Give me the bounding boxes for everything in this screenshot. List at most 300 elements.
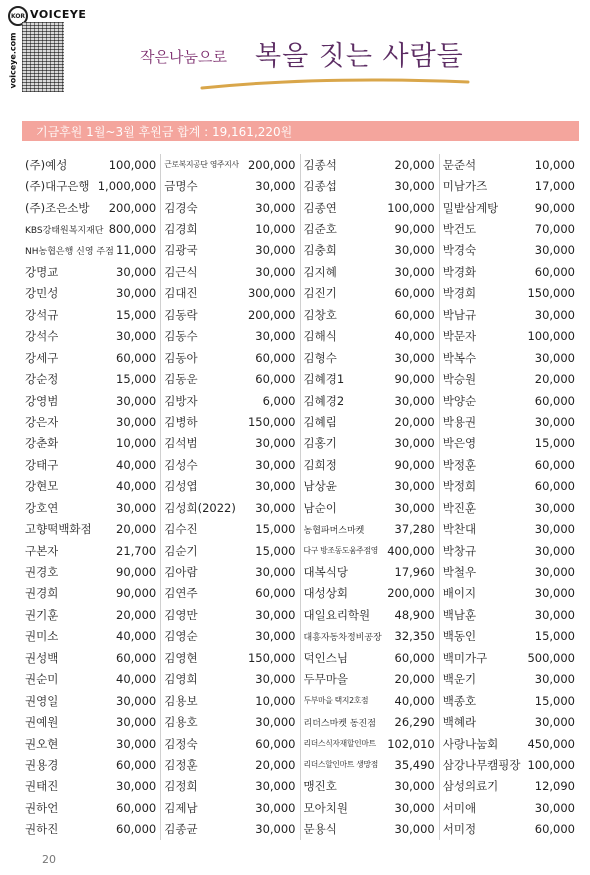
donor-amount: 10,000 — [255, 222, 296, 237]
donor-name: NH농협은행 신영 주점 — [25, 246, 114, 257]
donor-name: 강태구 — [25, 457, 59, 472]
donor-entry — [301, 819, 440, 840]
donor-entry — [161, 154, 300, 175]
donor-name: 권오현 — [25, 736, 59, 751]
donor-entry — [161, 540, 300, 561]
donor-entry — [301, 476, 440, 497]
donor-name: 모아치원 — [303, 800, 348, 815]
donor-name: 김해식 — [303, 329, 337, 344]
donor-name: 김성수 — [164, 457, 198, 472]
donor-entry — [161, 518, 300, 539]
donor-entry — [301, 518, 440, 539]
donor-name: 문준석 — [442, 157, 477, 172]
donor-name: 박은영 — [442, 436, 477, 451]
donor-name: 박문자 — [442, 329, 477, 344]
donor-entry — [161, 797, 300, 818]
donor-amount: 90,000 — [534, 200, 575, 215]
donor-name: 김동운 — [164, 372, 198, 387]
donor-entry — [440, 175, 579, 196]
donor-name: 박용권 — [442, 414, 477, 429]
donor-entry — [440, 476, 579, 497]
donor-name: 대일요리학원 — [303, 607, 371, 622]
donor-name: 박경화 — [442, 264, 477, 279]
donor-entry — [161, 711, 300, 732]
donor-name: 강순정 — [25, 372, 59, 387]
logo-big-text: 복을 짓는 사람들 — [255, 41, 464, 72]
donor-name: 강민성 — [25, 286, 59, 301]
donor-name: 박건도 — [442, 222, 477, 237]
donor-name: 김종석 — [303, 157, 337, 172]
donor-name: 권예원 — [25, 715, 59, 730]
donor-entry — [440, 390, 579, 411]
donor-name: 서미애 — [442, 800, 477, 815]
donor-name: 박철우 — [442, 565, 477, 580]
donor-amount: 30,000 — [394, 779, 435, 794]
voiceye-site-text: voiceye.com — [8, 32, 18, 89]
donor-entry — [161, 326, 300, 347]
donor-amount: 40,000 — [116, 479, 157, 494]
donor-name: 김경희 — [164, 222, 198, 237]
donor-name: 김혜림 — [303, 414, 337, 429]
donor-entry — [440, 454, 579, 475]
donor-name: 대성상회 — [303, 586, 348, 601]
donor-amount: 30,000 — [534, 800, 575, 815]
donor-name: 김희정 — [303, 457, 337, 472]
donor-amount: 10,000 — [116, 436, 157, 451]
donor-amount: 100,000 — [527, 329, 575, 344]
donor-entry — [161, 583, 300, 604]
donor-entry — [440, 347, 579, 368]
donor-amount: 60,000 — [534, 822, 575, 837]
donor-amount: 30,000 — [116, 286, 157, 301]
donor-entry — [161, 304, 300, 325]
donor-entry — [22, 819, 161, 840]
donor-name: 문용식 — [303, 822, 337, 837]
donor-name: (주)조은소방 — [25, 200, 90, 215]
donor-amount: 60,000 — [116, 757, 157, 772]
donor-entry — [22, 218, 161, 239]
donor-amount: 20,000 — [534, 372, 575, 387]
donor-amount: 30,000 — [534, 565, 575, 580]
donor-amount: 800,000 — [108, 222, 157, 237]
donor-entry — [161, 347, 300, 368]
donor-name: 김형수 — [303, 350, 337, 365]
donor-entry — [440, 754, 579, 775]
donor-entry — [440, 711, 579, 732]
donor-amount: 30,000 — [534, 500, 575, 515]
donor-entry — [161, 197, 300, 218]
donor-entry — [301, 197, 440, 218]
donor-name: 김정희 — [164, 779, 198, 794]
donor-amount: 32,350 — [394, 629, 435, 644]
donor-name: 두무마을 — [303, 672, 348, 687]
donor-entry — [440, 561, 579, 582]
donor-entry — [301, 561, 440, 582]
donor-entry — [161, 690, 300, 711]
donor-amount: 60,000 — [116, 350, 157, 365]
donor-entry — [161, 647, 300, 668]
donor-name: 미남가즈 — [442, 179, 488, 194]
donor-amount: 15,000 — [255, 543, 296, 558]
donor-amount: 30,000 — [394, 243, 435, 258]
donor-entry — [161, 261, 300, 282]
donor-name: 김석범 — [164, 436, 198, 451]
donor-entry — [440, 604, 579, 625]
donation-total-banner: 기금후원 1월~3월 후원금 합계 : 19,161,220원 — [22, 121, 579, 141]
donor-name: 덕인스님 — [303, 650, 348, 665]
donor-name: 백혜라 — [442, 715, 477, 730]
donor-entry — [161, 754, 300, 775]
donor-amount: 35,490 — [394, 757, 435, 772]
donor-entry — [161, 776, 300, 797]
donor-amount: 20,000 — [394, 672, 435, 687]
donor-entry — [440, 218, 579, 239]
donor-amount: 60,000 — [255, 586, 296, 601]
donor-entry — [22, 583, 161, 604]
donor-amount: 200,000 — [387, 586, 435, 601]
donor-amount: 30,000 — [255, 436, 296, 451]
donor-name: 박승원 — [442, 372, 477, 387]
donor-name: 백남훈 — [442, 607, 477, 622]
donor-amount: 30,000 — [394, 350, 435, 365]
donor-amount: 100,000 — [108, 157, 157, 172]
donor-entry — [22, 476, 161, 497]
voiceye-brand: VOICEYE — [30, 8, 87, 21]
donor-entry — [301, 261, 440, 282]
donor-entry — [301, 283, 440, 304]
donor-name: 강석수 — [25, 329, 59, 344]
donor-name: 강호연 — [25, 500, 59, 515]
donor-name: 김창호 — [303, 307, 337, 322]
donor-entry — [161, 497, 300, 518]
donor-amount: 20,000 — [394, 157, 435, 172]
donor-entry — [22, 411, 161, 432]
page-number: 20 — [42, 853, 56, 866]
donor-amount: 30,000 — [255, 457, 296, 472]
donor-entry — [22, 733, 161, 754]
donor-name: 강세구 — [25, 350, 59, 365]
donor-entry — [440, 540, 579, 561]
donor-amount: 500,000 — [527, 650, 575, 665]
donor-name: 김성엽 — [164, 479, 198, 494]
donor-entry — [161, 368, 300, 389]
donor-name: 박복수 — [442, 350, 477, 365]
donor-amount: 60,000 — [394, 307, 435, 322]
donor-entry — [22, 626, 161, 647]
donor-entry — [22, 261, 161, 282]
donor-name: 김혜경2 — [303, 393, 345, 408]
donor-amount: 60,000 — [116, 822, 157, 837]
donor-entry — [22, 669, 161, 690]
donor-amount: 70,000 — [534, 222, 575, 237]
donor-amount: 15,000 — [116, 372, 157, 387]
donor-amount: 150,000 — [527, 286, 575, 301]
donor-amount: 48,900 — [394, 607, 435, 622]
donor-entry — [301, 390, 440, 411]
donor-name: 박정훈 — [442, 457, 477, 472]
donor-amount: 1,000,000 — [97, 179, 157, 194]
donor-amount: 30,000 — [255, 329, 296, 344]
donor-entry — [301, 540, 440, 561]
donor-entry — [161, 669, 300, 690]
donor-name: 권경희 — [25, 586, 59, 601]
donor-entry — [22, 390, 161, 411]
donor-entry — [22, 304, 161, 325]
donor-entry — [301, 647, 440, 668]
donor-amount: 90,000 — [116, 565, 157, 580]
donor-amount: 30,000 — [116, 264, 157, 279]
donor-amount: 30,000 — [255, 800, 296, 815]
donor-entry — [161, 283, 300, 304]
donor-entry — [161, 411, 300, 432]
donor-entry — [22, 711, 161, 732]
donor-amount: 60,000 — [116, 650, 157, 665]
donor-amount: 12,090 — [534, 779, 575, 794]
donor-amount: 30,000 — [116, 779, 157, 794]
donor-name: 김동아 — [164, 350, 198, 365]
donor-entry — [440, 304, 579, 325]
donor-name: 강춘화 — [25, 436, 59, 451]
donor-name: 김영희 — [164, 672, 198, 687]
donor-name: 김종균 — [164, 822, 198, 837]
donor-name: 김지혜 — [303, 264, 337, 279]
donor-amount: 30,000 — [116, 329, 157, 344]
donor-entry — [440, 626, 579, 647]
donor-name: 김동락 — [164, 307, 198, 322]
donor-amount: 60,000 — [534, 393, 575, 408]
donor-amount: 15,000 — [534, 629, 575, 644]
donor-entry — [301, 347, 440, 368]
donor-name: 강영범 — [25, 393, 59, 408]
donor-entry — [301, 154, 440, 175]
donor-name: KBS강태원복지재단 — [25, 225, 104, 236]
donor-name: 강현모 — [25, 479, 59, 494]
donor-amount: 30,000 — [255, 779, 296, 794]
donor-amount: 30,000 — [534, 607, 575, 622]
donor-entry — [22, 776, 161, 797]
donor-name: 김홍기 — [303, 436, 337, 451]
donor-amount: 450,000 — [527, 736, 575, 751]
donor-entry — [440, 433, 579, 454]
donor-amount: 150,000 — [247, 650, 296, 665]
donor-amount: 100,000 — [387, 200, 435, 215]
donor-entry — [22, 368, 161, 389]
donor-entry — [161, 175, 300, 196]
donor-amount: 40,000 — [116, 629, 157, 644]
donor-amount: 200,000 — [247, 157, 296, 172]
donor-entry — [440, 669, 579, 690]
donor-entry — [22, 197, 161, 218]
donor-name: 두부마을 택지2호점 — [303, 696, 369, 706]
donor-entry — [22, 433, 161, 454]
donor-entry — [301, 240, 440, 261]
donor-amount: 30,000 — [116, 414, 157, 429]
donor-amount: 30,000 — [116, 393, 157, 408]
donor-amount: 30,000 — [534, 414, 575, 429]
donor-entry — [440, 518, 579, 539]
donor-name: 고향떡백화점 — [25, 522, 92, 537]
donor-entry — [301, 604, 440, 625]
donor-name: 김영현 — [164, 650, 198, 665]
donor-grid — [22, 154, 579, 840]
donor-amount: 15,000 — [116, 307, 157, 322]
donor-entry — [22, 561, 161, 582]
donor-name: 강명교 — [25, 264, 59, 279]
donor-name: 농협파머스마켓 — [303, 525, 365, 536]
donor-name: 서미정 — [442, 822, 477, 837]
donor-name: 백동인 — [442, 629, 477, 644]
donor-entry — [161, 454, 300, 475]
donor-amount: 30,000 — [394, 822, 435, 837]
donor-amount: 90,000 — [116, 586, 157, 601]
logo-swoosh-icon — [200, 72, 470, 92]
donor-entry — [301, 754, 440, 775]
donor-name: 리더스마켓 동진점 — [303, 718, 376, 729]
donor-name: 밀밭삼계탕 — [442, 200, 499, 215]
donor-name: 권태진 — [25, 779, 59, 794]
donor-entry — [301, 368, 440, 389]
donor-name: 백미가구 — [442, 650, 488, 665]
donor-amount: 30,000 — [255, 715, 296, 730]
donor-amount: 60,000 — [255, 350, 296, 365]
donor-name: 김광국 — [164, 243, 198, 258]
donor-entry — [22, 647, 161, 668]
donor-name: 김근식 — [164, 264, 198, 279]
donor-entry — [440, 326, 579, 347]
donor-name: 근로복지공단 영주지사 — [164, 160, 239, 170]
donor-entry — [301, 454, 440, 475]
donor-name: 김수진 — [164, 522, 198, 537]
donor-name: 박남규 — [442, 307, 477, 322]
donor-name: 권경호 — [25, 565, 59, 580]
donor-name: 강석규 — [25, 307, 59, 322]
donor-name: 권성백 — [25, 650, 59, 665]
donor-amount: 30,000 — [394, 436, 435, 451]
donor-name: 김영순 — [164, 629, 198, 644]
donor-amount: 60,000 — [394, 286, 435, 301]
donor-amount: 30,000 — [116, 715, 157, 730]
donor-amount: 90,000 — [394, 457, 435, 472]
donor-entry — [440, 240, 579, 261]
donor-name: 박양순 — [442, 393, 477, 408]
donor-entry — [301, 583, 440, 604]
donor-amount: 30,000 — [255, 607, 296, 622]
donor-name: 박정희 — [442, 479, 477, 494]
donor-name: 김정숙 — [164, 736, 198, 751]
donor-entry — [440, 797, 579, 818]
donor-entry — [301, 411, 440, 432]
donor-amount: 30,000 — [116, 693, 157, 708]
donor-amount: 30,000 — [255, 629, 296, 644]
donor-entry — [301, 669, 440, 690]
donor-entry — [22, 797, 161, 818]
donor-entry — [161, 733, 300, 754]
donor-entry — [440, 283, 579, 304]
voiceye-site — [7, 32, 19, 92]
donor-amount: 30,000 — [116, 736, 157, 751]
donor-amount: 30,000 — [116, 500, 157, 515]
donor-entry — [161, 218, 300, 239]
donor-entry — [161, 626, 300, 647]
donor-name: 삼성의료기 — [442, 779, 499, 794]
donor-name: 김동수 — [164, 329, 198, 344]
donor-entry — [301, 497, 440, 518]
logo-small-text: 작은나눔으로 — [140, 48, 227, 66]
donor-amount: 40,000 — [394, 693, 435, 708]
donor-amount: 30,000 — [394, 800, 435, 815]
donor-amount: 60,000 — [255, 736, 296, 751]
donor-name: 김충희 — [303, 243, 337, 258]
donor-amount: 200,000 — [108, 200, 157, 215]
donor-amount: 150,000 — [247, 414, 296, 429]
donor-amount: 20,000 — [116, 522, 157, 537]
donor-name: 백종호 — [442, 693, 477, 708]
donor-name: 다구 방조동도움주점영 — [303, 546, 378, 556]
donor-amount: 30,000 — [534, 307, 575, 322]
donor-entry — [22, 154, 161, 175]
donor-entry — [440, 690, 579, 711]
donor-entry — [161, 604, 300, 625]
donor-amount: 60,000 — [534, 479, 575, 494]
donor-entry — [440, 368, 579, 389]
donor-entry — [440, 819, 579, 840]
donor-amount: 20,000 — [255, 757, 296, 772]
donor-name: 대복식당 — [303, 565, 348, 580]
donor-entry — [161, 819, 300, 840]
donor-entry — [22, 690, 161, 711]
donor-amount: 15,000 — [534, 436, 575, 451]
donor-name: 김정훈 — [164, 757, 198, 772]
donor-amount: 17,000 — [534, 179, 575, 194]
donor-amount: 30,000 — [255, 565, 296, 580]
donor-name: 김용보 — [164, 693, 198, 708]
donor-entry — [22, 497, 161, 518]
donor-name: 권용경 — [25, 757, 59, 772]
donor-entry — [440, 733, 579, 754]
donor-entry — [440, 411, 579, 432]
donor-name: 김혜경1 — [303, 372, 345, 387]
donor-name: 김방자 — [164, 393, 198, 408]
donor-amount: 30,000 — [255, 822, 296, 837]
donor-name: 김성희(2022) — [164, 500, 236, 515]
donor-name: 박창규 — [442, 543, 477, 558]
donor-amount: 30,000 — [394, 479, 435, 494]
donor-amount: 30,000 — [255, 200, 296, 215]
donor-entry — [22, 240, 161, 261]
donor-name: 권미소 — [25, 629, 59, 644]
donor-amount: 60,000 — [116, 800, 157, 815]
donor-amount: 300,000 — [247, 286, 296, 301]
donor-entry — [301, 711, 440, 732]
donor-name: 삼강나무캠핑장 — [442, 757, 521, 772]
donor-amount: 400,000 — [387, 543, 435, 558]
donor-entry — [22, 454, 161, 475]
donor-amount: 30,000 — [534, 350, 575, 365]
donor-amount: 30,000 — [255, 672, 296, 687]
donor-amount: 30,000 — [394, 500, 435, 515]
donor-entry — [22, 326, 161, 347]
donor-amount: 30,000 — [534, 243, 575, 258]
donor-name: (주)예성 — [25, 157, 68, 172]
donor-entry — [161, 240, 300, 261]
donor-name: 김연주 — [164, 586, 198, 601]
donor-name: 김용호 — [164, 715, 198, 730]
donor-amount: 20,000 — [394, 414, 435, 429]
donor-entry — [161, 390, 300, 411]
donor-name: 박경희 — [442, 286, 477, 301]
donor-entry — [301, 326, 440, 347]
donor-amount: 90,000 — [394, 372, 435, 387]
